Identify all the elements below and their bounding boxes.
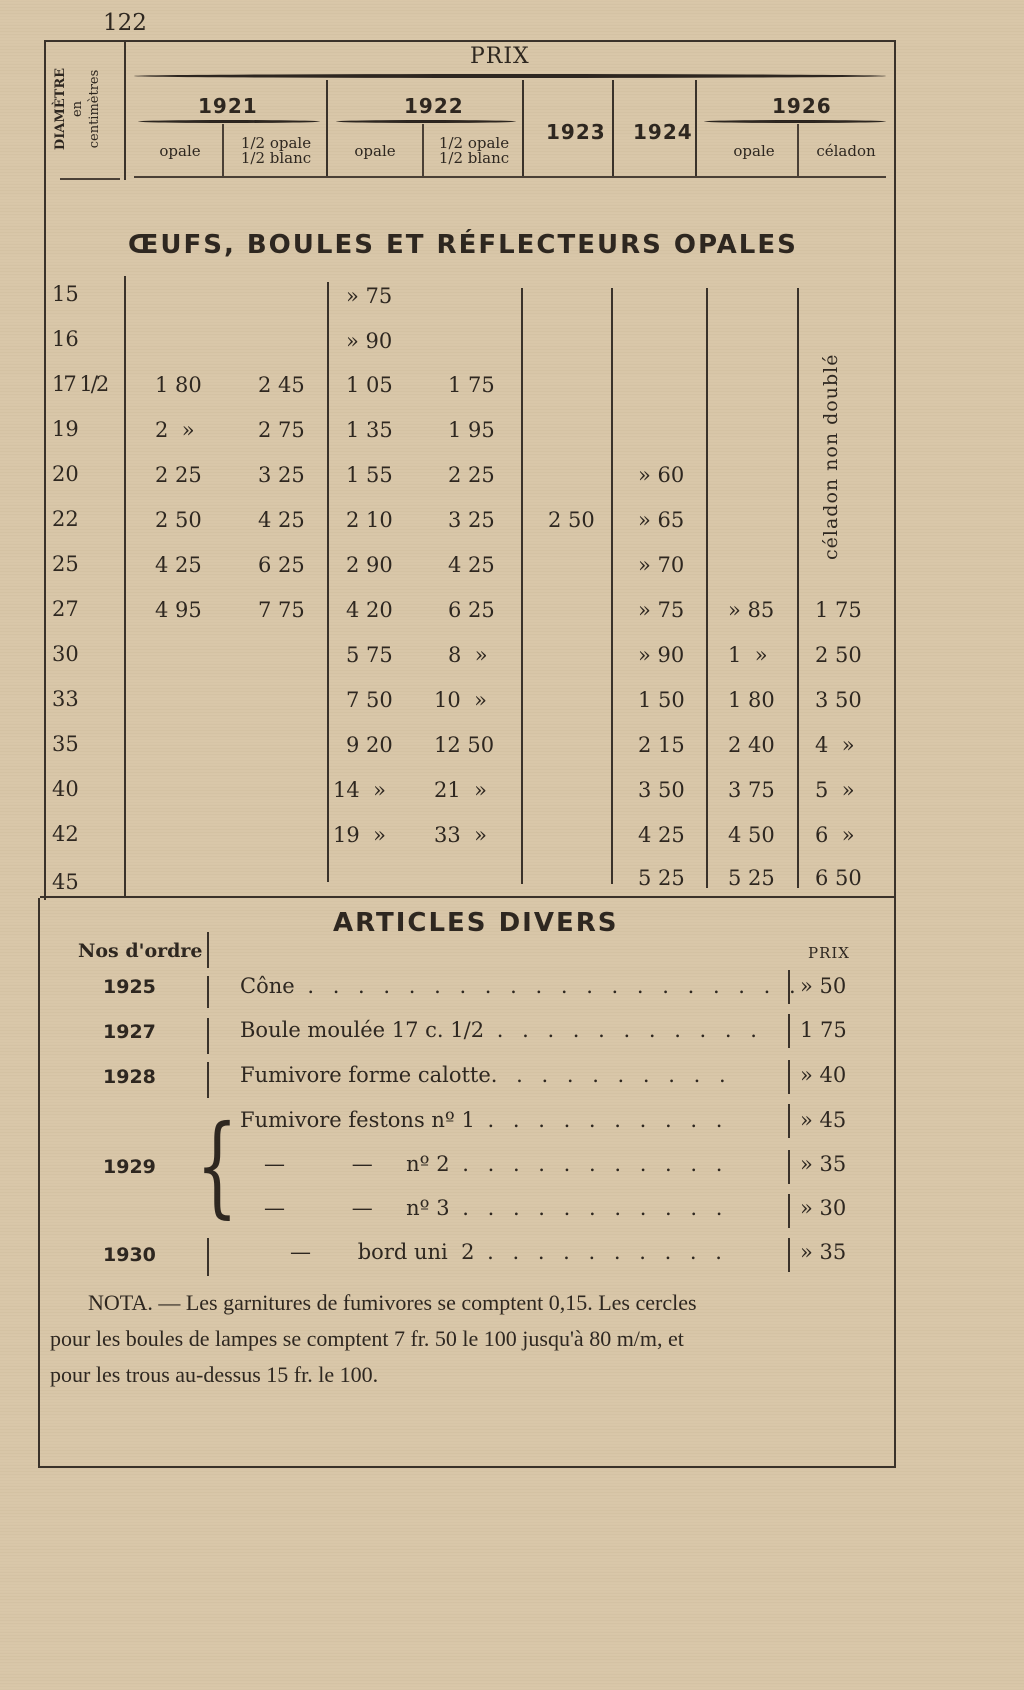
col-rule-1921 (327, 282, 329, 882)
price-cell: 2 90 (346, 553, 393, 577)
price-cell: » 65 (638, 508, 685, 532)
order-number: 1930 (103, 1244, 156, 1266)
article-desc: Fumivore forme calotte. . . . . . . . . . (240, 1063, 732, 1087)
header-rule-1924 (695, 80, 697, 178)
price-sep (788, 1194, 790, 1228)
diameter-cell: 27 (52, 597, 79, 621)
price-cell: 1 05 (346, 373, 393, 397)
diameter-cell: 16 (52, 327, 79, 351)
price-cell: 5 25 (728, 866, 775, 890)
price-cell: 5 25 (638, 866, 685, 890)
price-cell: 33 » (434, 823, 487, 847)
price-cell: 1 50 (638, 688, 685, 712)
frame-bottom-rule (38, 1466, 896, 1468)
year-1926: 1926 (772, 94, 832, 118)
price-cell: 12 50 (434, 733, 495, 757)
price-cell: 7 50 (346, 688, 393, 712)
diameter-cell: 30 (52, 642, 79, 666)
price-cell: 4 25 (638, 823, 685, 847)
price-cell: 2 » (155, 418, 195, 442)
col-rule-1922 (521, 288, 523, 884)
price-cell: 2 25 (155, 463, 202, 487)
price-cell: 2 75 (258, 418, 305, 442)
sub-1922-half: 1/2 opale 1/2 blanc (438, 134, 510, 167)
diameter-cell: 22 (52, 507, 79, 531)
price-sep (788, 1060, 790, 1094)
article-price: » 35 (800, 1240, 847, 1264)
section-title-articles: ARTICLES DIVERS (333, 908, 619, 938)
year-1922: 1922 (404, 94, 464, 118)
year-1923: 1923 (546, 120, 606, 144)
article-price: 1 75 (800, 1018, 847, 1042)
diameter-cell: 42 (52, 822, 79, 846)
article-desc: Boule moulée 17 c. 1/2 . . . . . . . . . . . (240, 1018, 763, 1042)
price-sep (788, 1238, 790, 1272)
price-cell: 4 25 (258, 508, 305, 532)
header-rule-1921 (326, 80, 328, 178)
header-left-col-rule (124, 40, 126, 180)
price-sep (788, 1150, 790, 1184)
brace-1921 (138, 120, 320, 123)
price-cell: 1 80 (155, 373, 202, 397)
brace-1922 (336, 120, 516, 123)
price-cell: 8 » (448, 643, 488, 667)
price-cell: 2 15 (638, 733, 685, 757)
price-cell: 5 » (815, 778, 855, 802)
price-cell: » 75 (346, 284, 393, 308)
diameter-unit-en: en (70, 100, 85, 118)
price-cell: 1 75 (448, 373, 495, 397)
section1-bottom-rule (40, 896, 896, 898)
price-cell: » 60 (638, 463, 685, 487)
sub-1926-celadon: céladon (816, 142, 876, 160)
frame-left-rule-lower (38, 898, 40, 1468)
price-cell: 6 25 (258, 553, 305, 577)
diameter-unit-cm: centimètres (87, 69, 102, 149)
nota-line-1: NOTA. — Les garnitures de fumivores se comptent 0,15. Les cercles (88, 1290, 697, 1315)
price-cell: 2 50 (155, 508, 202, 532)
article-desc: — bord uni 2 . . . . . . . . . . (290, 1240, 728, 1264)
celadon-non-double-note: céladon non doublé (820, 353, 842, 560)
order-number: 1925 (103, 976, 156, 998)
price-cell: 14 » (333, 778, 386, 802)
article-price: » 45 (800, 1108, 847, 1132)
sub-1922-opale: opale (354, 142, 396, 160)
price-cell: 9 20 (346, 733, 393, 757)
price-cell: 3 50 (815, 688, 862, 712)
diameter-cell: 45 (52, 870, 79, 894)
brace-1929: { (196, 1101, 238, 1229)
price-cell: 4 50 (728, 823, 775, 847)
diameter-cell: 15 (52, 282, 79, 306)
nota-line-2: pour les boules de lampes se comptent 7 fr. 50 le 100 jusqu'à 80 m/m, et (50, 1326, 684, 1351)
price-cell: 4 25 (448, 553, 495, 577)
order-number: 1928 (103, 1066, 156, 1088)
price-cell: » 90 (346, 329, 393, 353)
diameter-label: DIAMÈTRE (53, 67, 68, 151)
diameter-cell: 40 (52, 777, 79, 801)
price-cell: 3 75 (728, 778, 775, 802)
diameter-cell: 19 (52, 417, 79, 441)
price-cell: 6 » (815, 823, 855, 847)
sub-1921-half: 1/2 opale 1/2 blanc (240, 134, 312, 167)
year-1924: 1924 (633, 120, 693, 144)
price-cell: 2 25 (448, 463, 495, 487)
price-cell: 1 80 (728, 688, 775, 712)
article-desc: Cône . . . . . . . . . . . . . . . . . . . . (240, 974, 802, 998)
price-cell: 4 20 (346, 598, 393, 622)
frame-left-rule (44, 40, 46, 900)
article-price: » 35 (800, 1152, 847, 1176)
nota-line-3: pour les trous au-dessus 15 fr. le 100. (50, 1362, 379, 1387)
price-cell: 4 25 (155, 553, 202, 577)
header-short-rule (60, 178, 120, 180)
price-sep (788, 1014, 790, 1048)
price-cell: » 75 (638, 598, 685, 622)
price-cell: 1 75 (815, 598, 862, 622)
price-cell: 1 95 (448, 418, 495, 442)
diameter-cell: 35 (52, 732, 79, 756)
article-desc: Fumivore festons nº 1 . . . . . . . . . . (240, 1108, 729, 1132)
sub-rule-1921 (222, 124, 224, 178)
order-sep (207, 1238, 209, 1276)
article-desc: — — nº 2 . . . . . . . . . . . (264, 1152, 729, 1176)
article-price: » 50 (800, 974, 847, 998)
price-sep (788, 1104, 790, 1138)
diameter-cell: 17 1/2 (52, 372, 108, 396)
sub-rule-1926 (797, 124, 799, 178)
frame-top-rule (46, 40, 896, 42)
price-cell: 2 10 (346, 508, 393, 532)
header-rule-1923 (612, 80, 614, 178)
price-cell: 3 50 (638, 778, 685, 802)
price-cell: 6 25 (448, 598, 495, 622)
price-cell: 2 40 (728, 733, 775, 757)
article-price: » 40 (800, 1063, 847, 1087)
price-cell: 2 45 (258, 373, 305, 397)
nota-paragraph (50, 1285, 900, 1393)
diameter-cell: 20 (52, 462, 79, 486)
price-cell: » 70 (638, 553, 685, 577)
section-title-oeufs: ŒUFS, BOULES ET RÉFLECTEURS OPALES (128, 230, 798, 260)
price-cell: 3 25 (258, 463, 305, 487)
price-cell: 5 75 (346, 643, 393, 667)
col-rule-diam (124, 276, 126, 896)
price-cell: » 85 (728, 598, 775, 622)
article-desc: — — nº 3 . . . . . . . . . . . (264, 1196, 729, 1220)
col-header-prix: PRIX (808, 944, 850, 962)
price-cell: 6 50 (815, 866, 862, 890)
sub-rule-1922 (422, 124, 424, 178)
header-bottom-rule (134, 176, 886, 178)
price-cell: 1 55 (346, 463, 393, 487)
col-rule-1923 (611, 288, 613, 884)
price-cell: 2 50 (548, 508, 595, 532)
prix-header: PRIX (470, 44, 530, 69)
order-sep (207, 1018, 209, 1054)
order-number: 1927 (103, 1021, 156, 1043)
sub-1926-opale: opale (733, 142, 775, 160)
price-cell: 19 » (333, 823, 386, 847)
diameter-cell: 33 (52, 687, 79, 711)
price-cell: 4 95 (155, 598, 202, 622)
sub-1921-opale: opale (159, 142, 201, 160)
price-cell: 10 » (434, 688, 487, 712)
price-cell: 4 » (815, 733, 855, 757)
price-cell: 2 50 (815, 643, 862, 667)
year-1921: 1921 (198, 94, 258, 118)
col-rule-1924 (706, 288, 708, 888)
order-sep (207, 932, 209, 968)
price-cell: 7 75 (258, 598, 305, 622)
order-number: 1929 (103, 1156, 156, 1178)
order-sep (207, 976, 209, 1008)
prix-brace (134, 74, 886, 78)
article-price: » 30 (800, 1196, 847, 1220)
price-cell: » 90 (638, 643, 685, 667)
col-rule-1926 (797, 288, 799, 888)
frame-right-rule (894, 40, 896, 896)
diameter-cell: 25 (52, 552, 79, 576)
col-header-order: Nos d'ordre (78, 940, 203, 962)
brace-1926 (704, 120, 886, 123)
header-rule-1922 (522, 80, 524, 178)
price-cell: 21 » (434, 778, 487, 802)
price-cell: 1 35 (346, 418, 393, 442)
page-number: 122 (103, 10, 147, 36)
price-cell: 1 » (728, 643, 768, 667)
price-cell: 3 25 (448, 508, 495, 532)
order-sep (207, 1062, 209, 1098)
